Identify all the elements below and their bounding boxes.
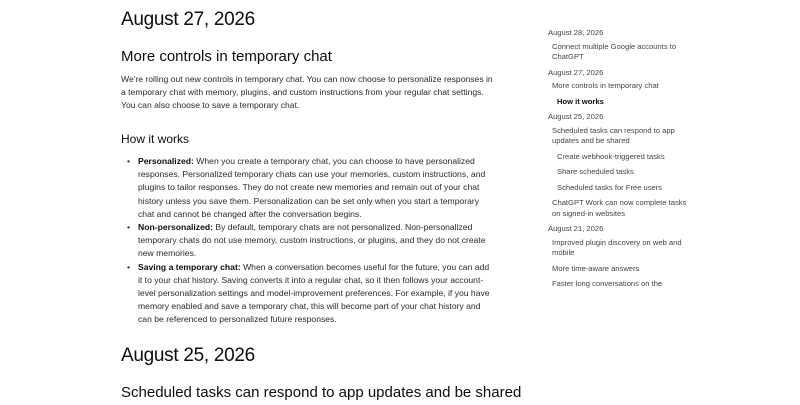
toc-item-chatgpt-work[interactable]: ChatGPT Work can now complete tasks on signed-in websites [552,198,687,218]
toc-date-aug-21[interactable]: August 21, 2026 [548,224,604,233]
bullet-term: Non-personalized: [138,222,213,233]
toc-date-aug-28[interactable]: August 28, 2026 [548,28,604,37]
date-heading-aug-25: August 25, 2026 [121,345,255,366]
toc-item-webhook-tasks[interactable]: Create webhook-triggered tasks [557,151,665,161]
toc-item-scheduled-tasks[interactable]: Scheduled tasks can respond to app updates and be shared [552,125,675,145]
toc-item-how-it-works[interactable]: How it works [557,96,604,106]
section-title-temporary-chat: More controls in temporary chat [121,48,332,65]
toc-item-time-aware[interactable]: More time-aware answers [552,263,640,273]
toc-item-share-tasks[interactable]: Share scheduled tasks [557,167,634,176]
toc-item-free-users[interactable]: Scheduled tasks for Free users [557,182,663,192]
feature-bullet-list [121,155,493,327]
toc-item-plugin-discovery[interactable]: Improved plugin discovery on web and mobile [552,237,682,257]
bullet-text: By default, temporary chats are not personalized. Non-personalized temporary chats do not use memory, custom instructions, or plugins, and they do not create new memories. [138,222,486,259]
toc-item-google-accounts[interactable]: Connect multiple Google accounts to ChatGPT [552,41,677,61]
table-of-contents [548,28,688,295]
bullet-term: Saving a temporary chat: [138,261,241,272]
list-item [121,261,493,327]
section-title-scheduled-tasks: Scheduled tasks can respond to app updates and be shared [121,384,522,401]
bullet-text: When a conversation becomes useful for the future, you can add it to your chat history. Saving converts it into a regular chat, so it then follows your account-level personalization settings and model-improvement preferences. For example, if you have memory enabled and save a temporary chat, this will become part of your chat history and can be referenced to personalized future responses. [138,261,490,325]
list-item [121,155,493,221]
section-intro: We're rolling out new controls in temporary chat. You can now choose to personalize responses in a temporary chat with memory, plugins, and custom instructions from your regular chat settings. You can also choose to save a temporary chat. [121,74,493,111]
how-it-works-heading: How it works [121,132,190,146]
bullet-term: Personalized: [138,156,194,166]
toc-date-aug-25[interactable]: August 25, 2026 [548,112,604,121]
toc-item-temporary-chat[interactable]: More controls in temporary chat [552,81,659,90]
bullet-text: When you create a temporary chat, you can choose to have personalized responses. Personalized temporary chats can use your memories, custom instructions, and plugins to tailor responses. They do not create new memories and remain out of your chat history unless you save them. Personalization can be set only when you start a temporary chat and cannot be changed after the conversation begins. [138,156,486,219]
toc-date-aug-27[interactable]: August 27, 2026 [548,67,604,77]
date-heading-aug-27: August 27, 2026 [121,9,255,30]
list-item [121,221,493,261]
toc-item-faster-conversations[interactable]: Faster long conversations on the [552,279,663,288]
